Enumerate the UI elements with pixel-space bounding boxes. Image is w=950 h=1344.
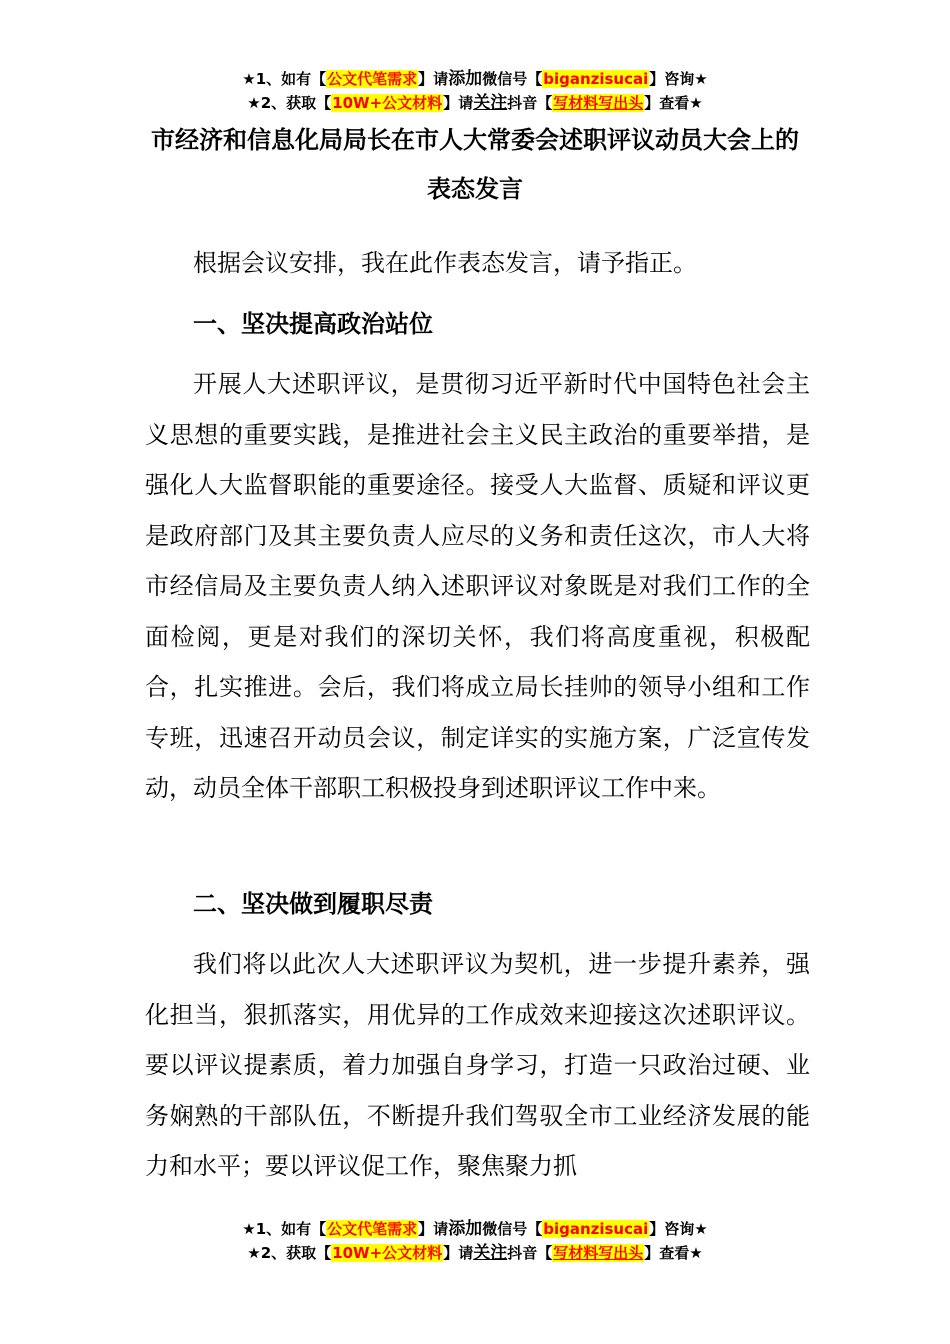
banner-text: 微信号【 <box>482 70 543 88</box>
highlight-materials: 10W+公文材料 <box>332 1244 443 1262</box>
highlight-wechat-id: biganzisucai <box>543 1220 649 1238</box>
section-1-text: 开展人大述职评议，是贯彻习近平新时代中国特色社会主义思想的重要实践，是推进社会主义民主政治的重要举措，是强化人大监督职能的重要途径。接受人大监督、质疑和评议更是政府部门及其主要负责人应尽的义务和责任这次，市人大将市经信局及主要负责人纳入述职评议对象既是对我们工作的全面检阅，更是对我们的深切关怀，我们将高度重视，积极配合，扎实推进。会后，我们将成立局长挂帅的领导小组和工作专班，迅速召开动员会议，制定详实的实施方案，广泛宣传发动，动员全体干部职工积极投身到述职评议工作中来。 <box>145 370 810 802</box>
banner-text: 添加 <box>448 1219 483 1239</box>
section-2-body <box>145 939 810 1192</box>
banner-line-1 <box>0 67 950 91</box>
banner-text: 】咨询★ <box>649 1220 708 1238</box>
banner-text: 微信号【 <box>482 1220 543 1238</box>
highlight-douyin: 写材料写出头 <box>553 1244 644 1262</box>
banner-text: 】请 <box>443 1244 474 1262</box>
highlight-wechat-id: biganzisucai <box>543 70 649 88</box>
section-2-text: 我们将以此次人大述职评议为契机，进一步提升素养，强化担当，狠抓落实，用优异的工作成效来迎接这次述职评议。要以评议提素质，着力加强自身学习，打造一只政治过硬、业务娴熟的干部队伍，不断提升我们驾驭全市工业经济发展的能力和水平；要以评议促工作，聚焦聚力抓 <box>145 950 810 1180</box>
banner-text: 】请 <box>418 1220 449 1238</box>
banner-text: 添加 <box>448 69 483 89</box>
banner-line-2 <box>0 1241 950 1265</box>
banner-text: 】查看★ <box>644 1244 703 1262</box>
intro-paragraph <box>145 238 810 289</box>
banner-text: 】请 <box>443 94 474 112</box>
highlight-douyin: 写材料写出头 <box>553 94 644 112</box>
banner-bottom <box>0 1217 950 1265</box>
highlight-materials: 10W+公文材料 <box>332 94 443 112</box>
banner-text: 】咨询★ <box>649 70 708 88</box>
banner-text: 】查看★ <box>644 94 703 112</box>
banner-line-1 <box>0 1217 950 1241</box>
banner-line-2 <box>0 91 950 115</box>
section-1-body <box>145 359 810 814</box>
banner-text: ★1、如有【 <box>242 1220 327 1238</box>
banner-text: ★2、获取【 <box>247 1244 332 1262</box>
intro-text: 根据会议安排，我在此作表态发言，请予指正。 <box>193 249 697 277</box>
highlight-ghostwriting: 公文代笔需求 <box>327 1220 418 1238</box>
document-title: 市经济和信息化局局长在市人大常委会述职评议动员大会上的表态发言 <box>151 126 799 203</box>
banner-text: ★1、如有【 <box>242 70 327 88</box>
section-2-heading: 二、坚决做到履职尽责 <box>193 890 433 918</box>
banner-text: 抖音【 <box>507 94 553 112</box>
banner-top <box>0 67 950 115</box>
banner-text: 抖音【 <box>507 1244 553 1262</box>
banner-text: ★2、获取【 <box>247 94 332 112</box>
section-1-heading: 一、坚决提高政治站位 <box>193 310 433 338</box>
highlight-ghostwriting: 公文代笔需求 <box>327 70 418 88</box>
banner-text: 】请 <box>418 70 449 88</box>
banner-text: 关注 <box>473 1243 508 1263</box>
banner-text: 关注 <box>473 93 508 113</box>
